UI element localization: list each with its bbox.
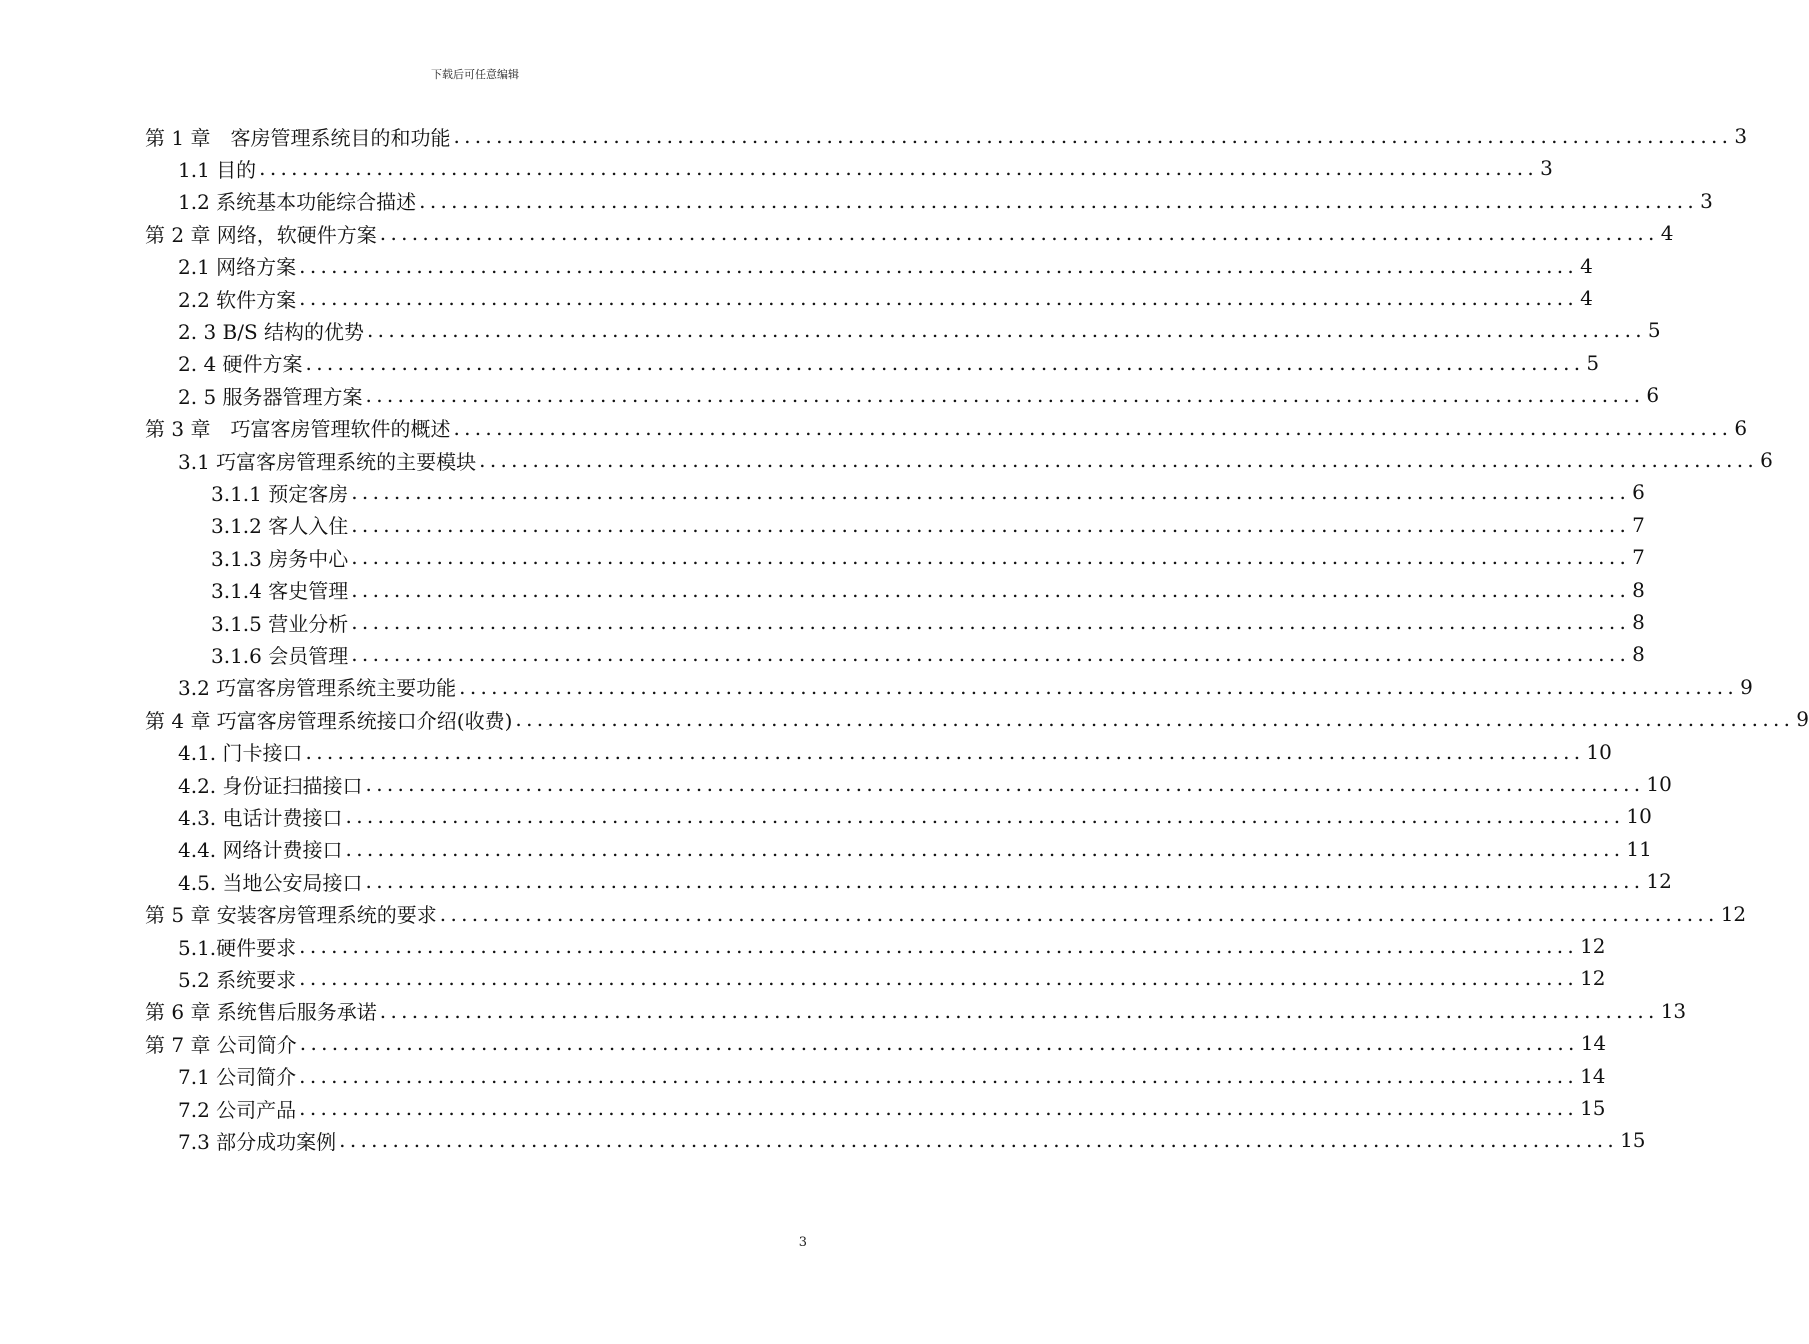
- toc-entry-title: 3.1.6 会员管理: [211, 643, 349, 668]
- toc-entry-page: 6: [1760, 448, 1773, 472]
- toc-entry-page: 13: [1660, 998, 1687, 1023]
- toc-dot-leader: ........................................................................................................................: [367, 318, 1646, 343]
- toc-dot-leader: ........................................................................................................................: [379, 998, 1659, 1023]
- toc-dot-leader: ........................................................................................................................: [345, 836, 1625, 861]
- toc-entry-title: 3.1.5 营业分析: [211, 611, 349, 636]
- toc-entry[interactable]: [178, 347, 1600, 379]
- toc-dot-leader: ........................................................................................................................: [339, 1128, 1619, 1153]
- toc-entry[interactable]: [211, 574, 1645, 606]
- toc-dot-leader: ........................................................................................................................: [351, 512, 1631, 537]
- toc-entry[interactable]: [211, 476, 1645, 508]
- toc-dot-leader: ........................................................................................................................: [305, 739, 1585, 764]
- toc-entry-page: 6: [1632, 480, 1645, 505]
- toc-dot-leader: ........................................................................................................................: [419, 188, 1699, 213]
- toc-entry-page: 5: [1647, 318, 1661, 343]
- toc-entry-title: 1.1 目的: [178, 157, 257, 182]
- toc-dot-leader: ........................................................................................................................: [299, 1063, 1579, 1088]
- toc-entry-page: 4: [1580, 286, 1593, 310]
- toc-dot-leader: ........................................................................................................................: [365, 772, 1645, 796]
- toc-entry[interactable]: [178, 250, 1593, 282]
- toc-entry[interactable]: [178, 1124, 1646, 1156]
- toc-dot-leader: ........................................................................................................................: [453, 415, 1733, 440]
- toc-entry[interactable]: [211, 509, 1645, 541]
- toc-entry[interactable]: [178, 768, 1672, 800]
- toc-entry-title: 7.2 公司产品: [178, 1097, 297, 1122]
- toc-entry-page: 8: [1632, 642, 1645, 667]
- toc-entry-title: 4.5. 当地公安局接口: [178, 870, 363, 895]
- toc-entry-title: 2. 5 服务器管理方案: [178, 384, 363, 409]
- toc-entry[interactable]: [178, 282, 1593, 314]
- toc-dot-leader: ........................................................................................................................: [351, 545, 1631, 570]
- toc-entry-page: 6: [1646, 383, 1660, 408]
- toc-entry[interactable]: [178, 930, 1606, 962]
- toc-dot-leader: ........................................................................................................................: [351, 642, 1631, 667]
- toc-entry[interactable]: [178, 800, 1652, 832]
- toc-entry-page: 9: [1740, 674, 1753, 699]
- toc-entry-title: 3.1.4 客史管理: [211, 579, 349, 604]
- toc-entry-title: 5.1.硬件要求: [178, 935, 297, 960]
- toc-entry-page: 10: [1646, 772, 1672, 796]
- toc-entry-title: 7.3 部分成功案例: [178, 1129, 337, 1154]
- toc-dot-leader: ........................................................................................................................: [299, 934, 1579, 958]
- toc-dot-leader: ........................................................................................................................: [439, 901, 1719, 926]
- toc-entry-page: 12: [1720, 901, 1747, 926]
- toc-entry[interactable]: [178, 671, 1753, 703]
- toc-entry[interactable]: [178, 736, 1612, 768]
- toc-entry[interactable]: [145, 1027, 1607, 1059]
- toc-entry-page: 11: [1626, 836, 1652, 861]
- toc-entry-title: 4.1. 门卡接口: [178, 741, 303, 766]
- toc-entry-page: 3: [1700, 188, 1713, 213]
- toc-dot-leader: ........................................................................................................................: [459, 674, 1739, 699]
- toc-entry-page: 12: [1646, 869, 1672, 894]
- toc-entry-title: 第 3 章 巧富客房管理软件的概述: [145, 417, 451, 442]
- toc-entry-title: 4.4. 网络计费接口: [178, 838, 343, 863]
- toc-entry-title: 5.2 系统要求: [178, 967, 297, 992]
- toc-dot-leader: ........................................................................................................................: [299, 286, 1579, 310]
- toc-entry-page: 7: [1632, 512, 1645, 537]
- toc-entry[interactable]: [145, 703, 1809, 735]
- toc-entry[interactable]: [145, 995, 1687, 1027]
- toc-entry-title: 第 4 章 巧富客房管理系统接口介绍(收费): [145, 708, 513, 733]
- page-header: 下载后可任意编辑: [431, 68, 519, 81]
- toc-entry-title: 第 2 章 网络，软硬件方案: [145, 222, 377, 247]
- toc-entry-page: 8: [1632, 610, 1645, 634]
- toc-entry-title: 第 6 章 系统售后服务承诺: [145, 1000, 377, 1025]
- toc-entry-title: 2.2 软件方案: [178, 287, 297, 312]
- toc-entry[interactable]: [145, 217, 1674, 249]
- toc-dot-leader: ........................................................................................................................: [365, 869, 1645, 894]
- toc-dot-leader: ........................................................................................................................: [351, 577, 1631, 602]
- toc-entry-title: 3.1.2 客人入住: [211, 514, 349, 539]
- toc-dot-leader: ........................................................................................................................: [259, 156, 1539, 181]
- toc-entry-title: 3.1.3 房务中心: [211, 546, 349, 571]
- toc-entry[interactable]: [178, 962, 1606, 994]
- toc-entry-title: 1.2 系统基本功能综合描述: [178, 190, 417, 215]
- toc-dot-leader: ........................................................................................................................: [299, 1096, 1579, 1120]
- toc-entry-page: 12: [1580, 934, 1606, 958]
- toc-entry-title: 第 7 章 公司简介: [145, 1032, 297, 1057]
- toc-dot-leader: ........................................................................................................................: [453, 124, 1733, 148]
- toc-entry-page: 12: [1580, 966, 1606, 991]
- page-number: 3: [798, 1235, 807, 1250]
- toc-entry[interactable]: [178, 444, 1773, 476]
- toc-entry[interactable]: [178, 152, 1553, 184]
- toc-entry-title: 第 5 章 安装客房管理系统的要求: [145, 903, 437, 928]
- toc-entry-page: 10: [1626, 804, 1652, 829]
- toc-dot-leader: ........................................................................................................................: [299, 1031, 1579, 1056]
- toc-entry-page: 15: [1620, 1128, 1646, 1153]
- toc-entry-page: 6: [1734, 415, 1748, 440]
- toc-entry-title: 4.2. 身份证扫描接口: [178, 773, 363, 798]
- toc-entry-page: 9: [1796, 707, 1809, 732]
- toc-entry-title: 4.3. 电话计费接口: [178, 805, 343, 830]
- toc-entry-page: 4: [1580, 253, 1593, 278]
- toc-entry-page: 3: [1734, 124, 1748, 148]
- toc-entry-page: 5: [1586, 350, 1600, 375]
- toc-dot-leader: ........................................................................................................................: [305, 350, 1585, 375]
- toc-entry[interactable]: [178, 185, 1713, 217]
- toc-entry-page: 14: [1580, 1063, 1606, 1088]
- toc-dot-leader: ........................................................................................................................: [365, 383, 1645, 408]
- toc-entry-title: 3.2 巧富客房管理系统主要功能: [178, 676, 457, 701]
- toc-entry[interactable]: [178, 1060, 1606, 1092]
- toc-entry[interactable]: [178, 833, 1652, 865]
- toc-entry[interactable]: [145, 412, 1748, 444]
- toc-dot-leader: ........................................................................................................................: [479, 448, 1759, 472]
- toc-entry-page: 3: [1540, 156, 1553, 181]
- toc-dot-leader: ........................................................................................................................: [299, 966, 1579, 991]
- toc-entry-title: 3.1 巧富客房管理系统的主要模块: [178, 449, 477, 474]
- toc-dot-leader: ........................................................................................................................: [379, 221, 1659, 246]
- toc-entry[interactable]: [145, 898, 1747, 930]
- toc-entry[interactable]: [211, 606, 1645, 638]
- toc-entry-page: 7: [1632, 545, 1645, 570]
- toc-entry-title: 2. 4 硬件方案: [178, 352, 303, 377]
- toc-entry-title: 3.1.1 预定客房: [211, 481, 349, 506]
- toc-entry[interactable]: [178, 314, 1661, 346]
- toc-entry[interactable]: [145, 120, 1748, 152]
- toc-entry-page: 14: [1580, 1031, 1607, 1056]
- toc-dot-leader: ........................................................................................................................: [299, 253, 1579, 278]
- toc-entry-page: 15: [1580, 1096, 1606, 1120]
- toc-entry-title: 2.1 网络方案: [178, 255, 297, 280]
- toc-entry-title: 7.1 公司简介: [178, 1065, 297, 1090]
- toc-dot-leader: ........................................................................................................................: [351, 480, 1631, 505]
- toc-entry[interactable]: [178, 1092, 1606, 1124]
- toc-dot-leader: ........................................................................................................................: [515, 707, 1795, 732]
- toc-entry[interactable]: [178, 379, 1660, 411]
- toc-entry[interactable]: [211, 638, 1645, 670]
- toc-entry-page: 4: [1660, 221, 1674, 246]
- toc-entry-title: 2. 3 B/S 结构的优势: [178, 319, 365, 344]
- toc-dot-leader: ........................................................................................................................: [351, 610, 1631, 634]
- toc-dot-leader: ........................................................................................................................: [345, 804, 1625, 829]
- toc-entry-page: 8: [1632, 577, 1645, 602]
- toc-entry[interactable]: [178, 865, 1672, 897]
- toc-entry[interactable]: [211, 541, 1645, 573]
- toc-entry-title: 第 1 章 客房管理系统目的和功能: [145, 125, 451, 150]
- toc-entry-page: 10: [1586, 739, 1612, 764]
